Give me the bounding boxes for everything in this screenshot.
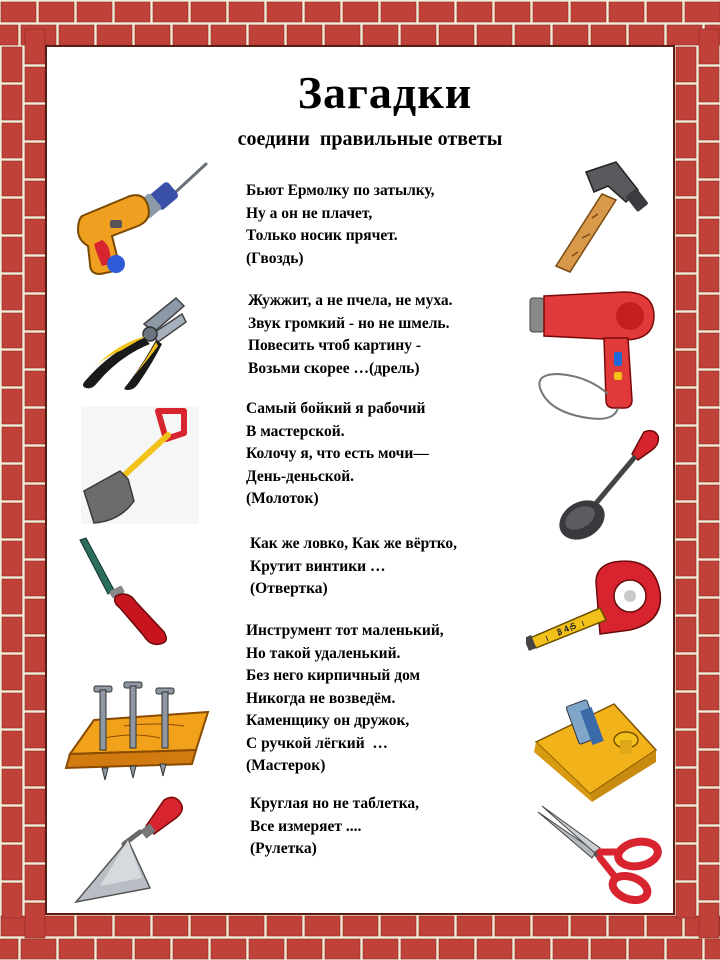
- riddle-line: Самый бойкий я рабочий: [246, 400, 426, 417]
- riddle-answer: (Мастерок): [246, 757, 326, 774]
- pliers-icon: [72, 290, 192, 390]
- riddle-line: Все измеряет ....: [250, 817, 362, 835]
- tape-measure-icon: [526, 552, 666, 662]
- wood-plane-icon: [530, 684, 660, 804]
- riddle-answer: Возьми скорее …(дрель): [248, 359, 420, 377]
- riddle-line: Без него кирпичный дом: [246, 667, 421, 684]
- riddle-line: Инструмент тот маленький,: [246, 622, 444, 639]
- riddle-line: Повесить чтоб картину ‐: [248, 337, 422, 354]
- trowel-icon: [70, 792, 200, 912]
- scissors-icon: [534, 804, 664, 904]
- riddle-line: Круглая но не таблетка,: [250, 795, 420, 812]
- riddle-line: Звук громкий ‐ но не шмель.: [248, 314, 450, 332]
- page-title: Загадки: [297, 67, 473, 118]
- riddle-line: Колочу я, что есть мочи—: [246, 445, 429, 462]
- drill-icon: [72, 160, 212, 280]
- hammer-icon: [546, 156, 656, 276]
- tape-measure-numbers: 3 4 5: [555, 620, 578, 638]
- screwdriver-icon: [76, 536, 176, 646]
- riddle-line: С ручкой лёгкий …: [246, 734, 388, 752]
- shovel-icon: [80, 405, 200, 525]
- riddle-line: В мастерской.: [246, 422, 345, 440]
- riddle-line: Только носик прячет.: [246, 227, 398, 244]
- riddle-line: Ну а он не плачет,: [246, 204, 373, 222]
- ladle-icon: [552, 426, 672, 546]
- riddle-answer: (Рулетка): [250, 840, 317, 857]
- page-subtitle: соедини правильные ответы: [237, 128, 503, 150]
- riddle-6: [250, 793, 419, 861]
- riddle-line: Жужжит, а не пчела, не муха.: [248, 292, 453, 309]
- riddle-line: Крутит винтики …: [250, 557, 386, 575]
- riddle-3: [246, 398, 429, 511]
- riddle-answer: (Гвоздь): [246, 249, 304, 267]
- riddle-4: [250, 533, 457, 601]
- hair-dryer-icon: [528, 284, 658, 424]
- riddle-answer: (Отвертка): [250, 580, 328, 597]
- riddle-2: [248, 290, 453, 380]
- riddle-line: День‐деньской.: [246, 467, 355, 485]
- riddle-1: [246, 180, 435, 270]
- nails-in-board-icon: [64, 668, 214, 788]
- riddle-line: Бьют Ермолку по затылку,: [246, 182, 435, 199]
- riddle-answer: (Молоток): [246, 490, 319, 507]
- riddle-line: Как же ловко, Как же вёртко,: [250, 535, 458, 552]
- riddle-line: Никогда не возведём.: [246, 689, 396, 707]
- riddle-line: Каменщику он дружок,: [246, 712, 410, 729]
- riddle-5: [246, 620, 444, 778]
- riddle-line: Но такой удаленький.: [246, 644, 401, 662]
